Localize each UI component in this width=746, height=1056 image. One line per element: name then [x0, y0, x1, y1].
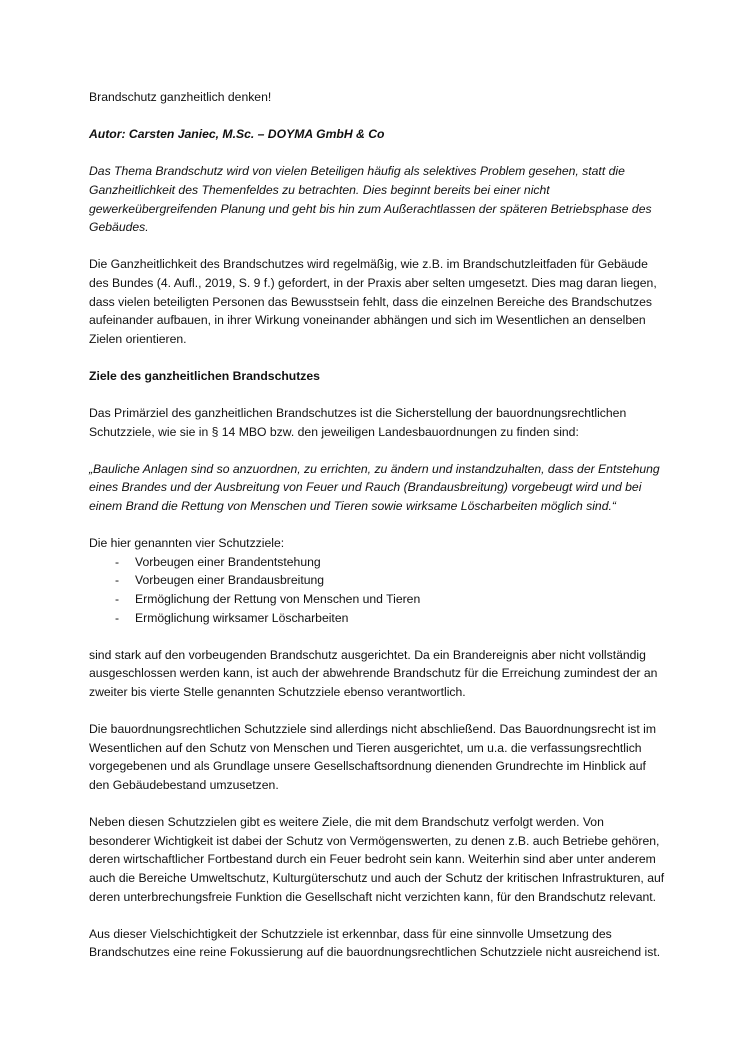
- list-item-text: Vorbeugen einer Brandentstehung: [135, 554, 321, 569]
- paragraph-further-goals: Neben diesen Schutzzielen gibt es weitere Ziele, die mit dem Brandschutz verfolgt werden. Von besonderer Wichtigkeit ist dabei der Schutz von Vermögenswerten, zu denen z.B. auch Betriebe gehören, deren wirtschaftlicher Fortbestand durch ein Feuer bedroht sein kann. Weiterhin sind aber unter anderem auch die Bereiche Umweltschutz, Kulturgüterschutz und auch der Schutz der kritischen Infrastrukturen, auf deren unterbrechungsfreie Funktion die Gesellschaft nicht verzichten kann, für den Brandschutz relevant.: [89, 815, 665, 904]
- list-item: [115, 553, 666, 572]
- paragraph-not-exhaustive: Die bauordnungsrechtlichen Schutzziele sind allerdings nicht abschließend. Das Bauordnungsrecht ist im Wesentlichen auf den Schutz von Menschen und Tieren ausgerichtet, um u.a. die verfassungsrechtlich vorgegebenen und als Grundlage unsere Gesellschaftsordnung dienenden Grundrechte im Hinblick auf den Gebäudebestand umzusetzen.: [89, 722, 657, 792]
- paragraph-preventive: sind stark auf den vorbeugenden Brandschutz ausgerichtet. Da ein Brandereignis aber nicht vollständig ausgeschlossen werden kann, ist auch der abwehrende Brandschutz für die Erreichung zumindest der an zweiter bis vierte Stelle genannten Schutzziele ebenso verantwortlich.: [89, 647, 658, 699]
- list-item-text: Vorbeugen einer Brandausbreitung: [135, 573, 325, 588]
- document-title: Brandschutz ganzheitlich denken!: [89, 90, 272, 104]
- paragraph-primary-goal: Das Primärziel des ganzheitlichen Brandschutzes ist die Sicherstellung der bauordnungsrechtlichen Schutzziele, wie sie in § 14 MBO bzw. den jeweiligen Landesbauordnungen zu finden sind:: [89, 406, 627, 439]
- list-marker: -: [115, 592, 120, 607]
- list-item-text: Ermöglichung wirksamer Löscharbeiten: [135, 610, 349, 625]
- paragraph-holistic: Die Ganzheitlichkeit des Brandschutzes wird regelmäßig, wie z.B. im Brandschutzleitfaden für Gebäude des Bundes (4. Aufl., 2019, S. 9 f.) gefordert, in der Praxis aber selten umgesetzt. Dies mag daran liegen, dass vielen beteiligten Personen das Bewusstsein fehlt, dass die einzelnen Bereiche des Brandschutzes aufeinander aufbauen, in ihrer Wirkung voneinander abhängen und sich im Wesentlichen an denselben Zielen orientieren.: [89, 257, 657, 346]
- list-marker: -: [115, 610, 120, 625]
- list-marker: -: [115, 554, 120, 569]
- lead-paragraph: Das Thema Brandschutz wird von vielen Beteiligen häufig als selektives Problem gesehen, statt die Ganzheitlichkeit des Themenfeldes zu betrachten. Dies beginnt bereits bei einer nicht gewerkeübergreifenden Planung und geht bis hin zum Außerachtlassen der späteren Betriebsphase des Gebäudes.: [89, 164, 652, 235]
- list-item: [115, 590, 666, 609]
- author-line: Autor: Carsten Janiec, M.Sc. – DOYMA GmbH & Co: [89, 127, 385, 142]
- list-item: [115, 571, 666, 590]
- list-marker: -: [115, 573, 120, 588]
- list-intro: Die hier genannten vier Schutzziele:: [89, 536, 285, 551]
- list-item: [115, 609, 666, 628]
- legal-quote: „Bauliche Anlagen sind so anzuordnen, zu errichten, zu ändern und instandzuhalten, dass der Entstehung eines Brandes und der Ausbreitung von Feuer und Rauch (Brandausbreitung) vorgebeugt wird und bei einem Brand die Rettung von Menschen und Tieren sowie wirksame Löscharbeiten möglich sind.“: [89, 461, 660, 514]
- section-heading: Ziele des ganzheitlichen Brandschutzes: [89, 368, 320, 383]
- paragraph-conclusion: Aus dieser Vielschichtigkeit der Schutzziele ist erkennbar, dass für eine sinnvolle Umsetzung des Brandschutzes eine reine Fokussierung auf die bauordnungsrechtlichen Schutzziele nicht ausreichend ist.: [89, 926, 661, 960]
- protection-goals-list: [89, 553, 666, 627]
- list-item-text: Ermöglichung der Rettung von Menschen und Tieren: [135, 592, 421, 607]
